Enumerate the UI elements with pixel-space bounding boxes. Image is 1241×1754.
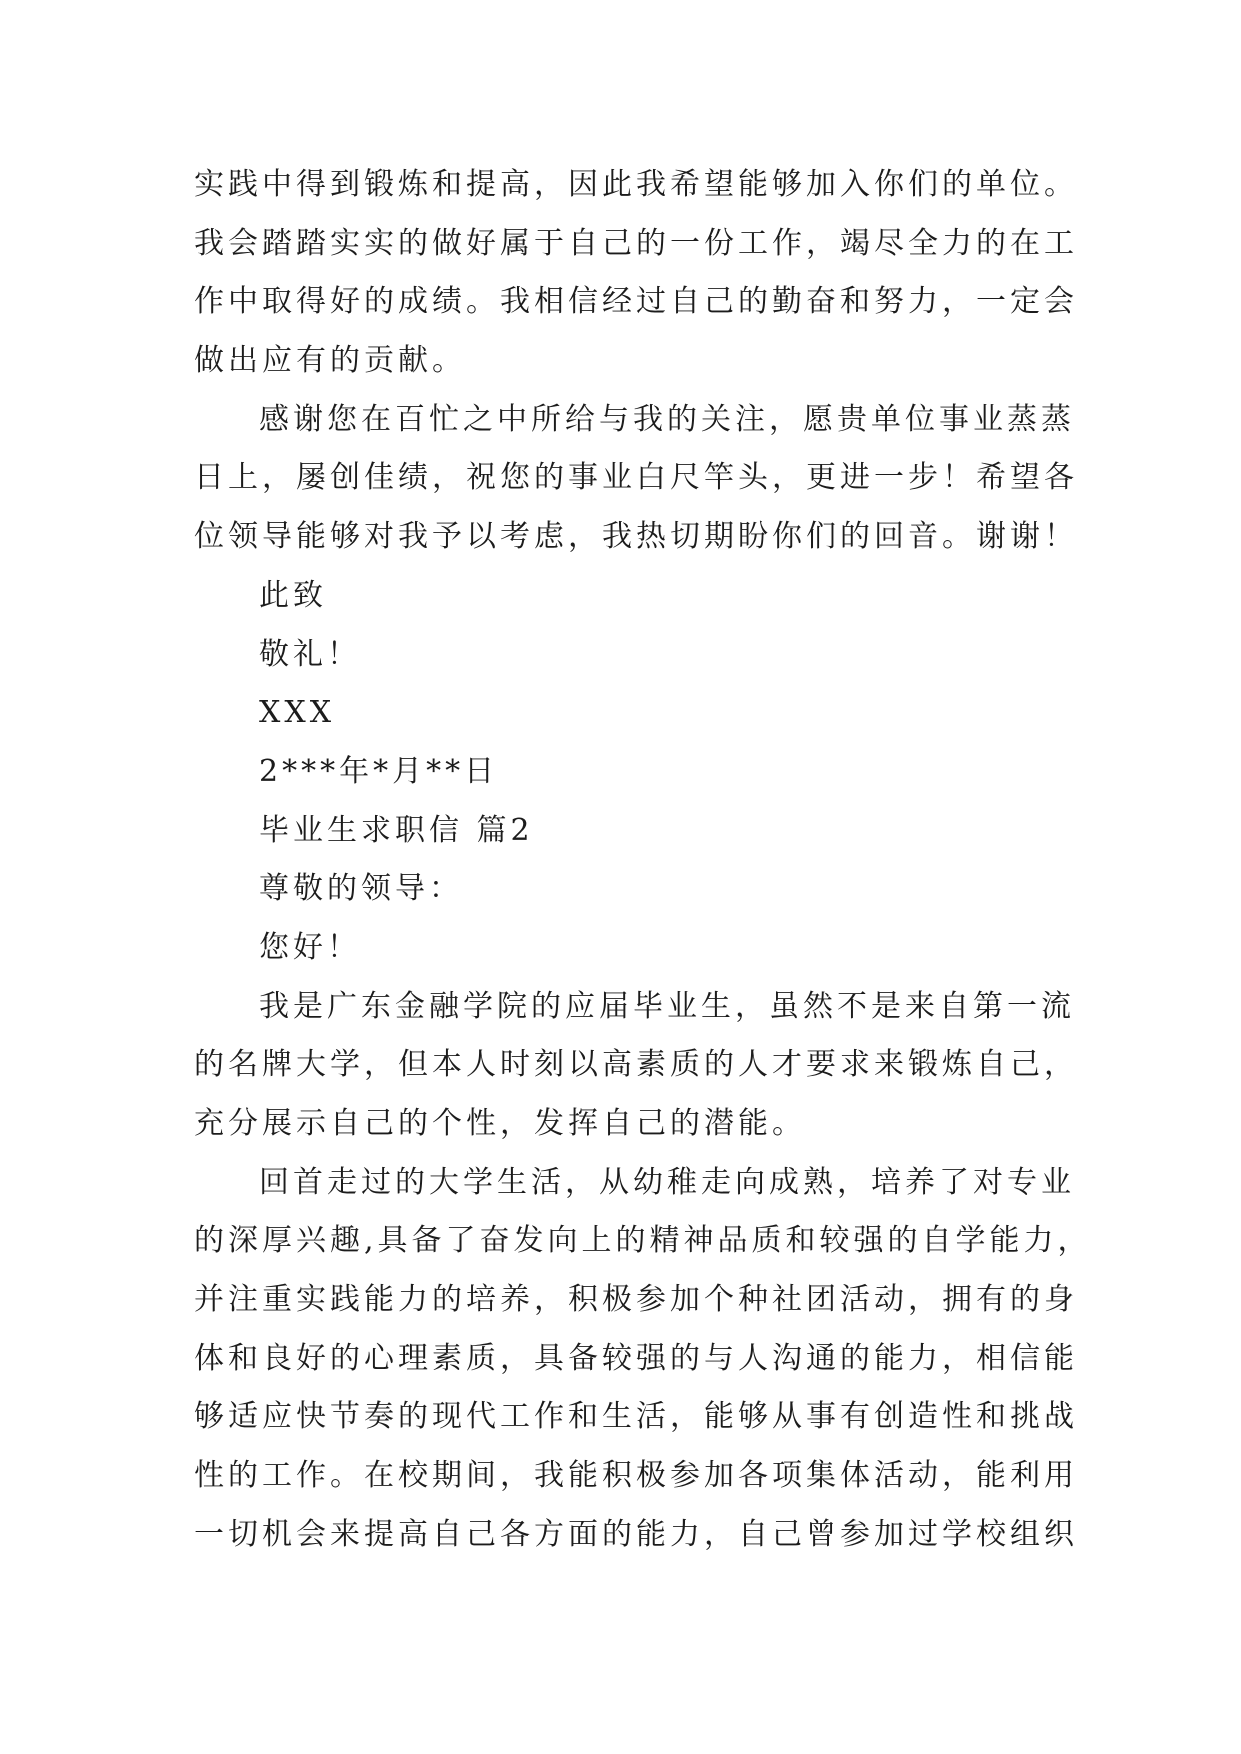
text-line: 性的工作。在校期间，我能积极参加各项集体活动，能利用 bbox=[194, 1458, 1078, 1494]
body-paragraph bbox=[194, 391, 1121, 567]
date-text: 2***年*月**日 bbox=[259, 753, 499, 789]
text-line: 位领导能够对我予以考虑，我热切期盼你们的回音。谢谢！ bbox=[194, 519, 1078, 555]
text-line: 感谢您在百忙之中所给与我的关注，愿贵单位事业蒸蒸 bbox=[259, 401, 1075, 437]
signature-text: XXX bbox=[259, 695, 336, 731]
text-line: 做出应有的贡献。 bbox=[194, 343, 466, 379]
body-paragraph bbox=[194, 156, 1121, 391]
date-line bbox=[194, 743, 1121, 802]
greeting-text: 您好！ bbox=[259, 929, 361, 965]
closing-line bbox=[194, 567, 1121, 626]
signature-line bbox=[194, 684, 1121, 743]
text-line: 作中取得好的成绩。我相信经过自己的勤奋和努力，一定会 bbox=[194, 284, 1078, 320]
text-line: 日上，屡创佳绩，祝您的事业白尺竿头，更进一步！希望各 bbox=[194, 460, 1078, 496]
closing-text: 此致 bbox=[259, 577, 327, 613]
text-line: 够适应快节奏的现代工作和生活，能够从事有创造性和挑战 bbox=[194, 1399, 1078, 1435]
body-paragraph bbox=[194, 1154, 1121, 1565]
section-heading-text: 毕业生求职信 篇2 bbox=[259, 812, 534, 848]
respects-line bbox=[194, 626, 1121, 685]
text-line: 并注重实践能力的培养，积极参加个种社团活动，拥有的身 bbox=[194, 1282, 1078, 1318]
section-heading bbox=[194, 802, 1121, 861]
respects-text: 敬礼！ bbox=[259, 636, 361, 672]
text-line: 充分展示自己的个性，发挥自己的潜能。 bbox=[194, 1106, 806, 1141]
text-line: 实践中得到锻炼和提高，因此我希望能够加入你们的单位。 bbox=[194, 167, 1078, 202]
greeting-line bbox=[194, 919, 1121, 978]
text-line: 我是广东金融学院的应届毕业生，虽然不是来自第一流 bbox=[259, 988, 1075, 1024]
text-line: 我会踏踏实实的做好属于自己的一份工作，竭尽全力的在工 bbox=[194, 225, 1078, 261]
text-line: 的深厚兴趣,具备了奋发向上的精神品质和较强的自学能力， bbox=[194, 1223, 1092, 1259]
text-line: 回首走过的大学生活，从幼稚走向成熟，培养了对专业 bbox=[259, 1164, 1075, 1200]
salutation-text: 尊敬的领导： bbox=[259, 871, 463, 907]
body-paragraph bbox=[194, 978, 1121, 1154]
text-line: 的名牌大学，但本人时刻以高素质的人才要求来锻炼自己， bbox=[194, 1047, 1078, 1083]
text-line: 一切机会来提高自己各方面的能力，自己曾参加过学校组织 bbox=[194, 1516, 1078, 1552]
salutation-line bbox=[194, 860, 1121, 919]
text-line: 体和良好的心理素质，具备较强的与人沟通的能力，相信能 bbox=[194, 1340, 1078, 1376]
